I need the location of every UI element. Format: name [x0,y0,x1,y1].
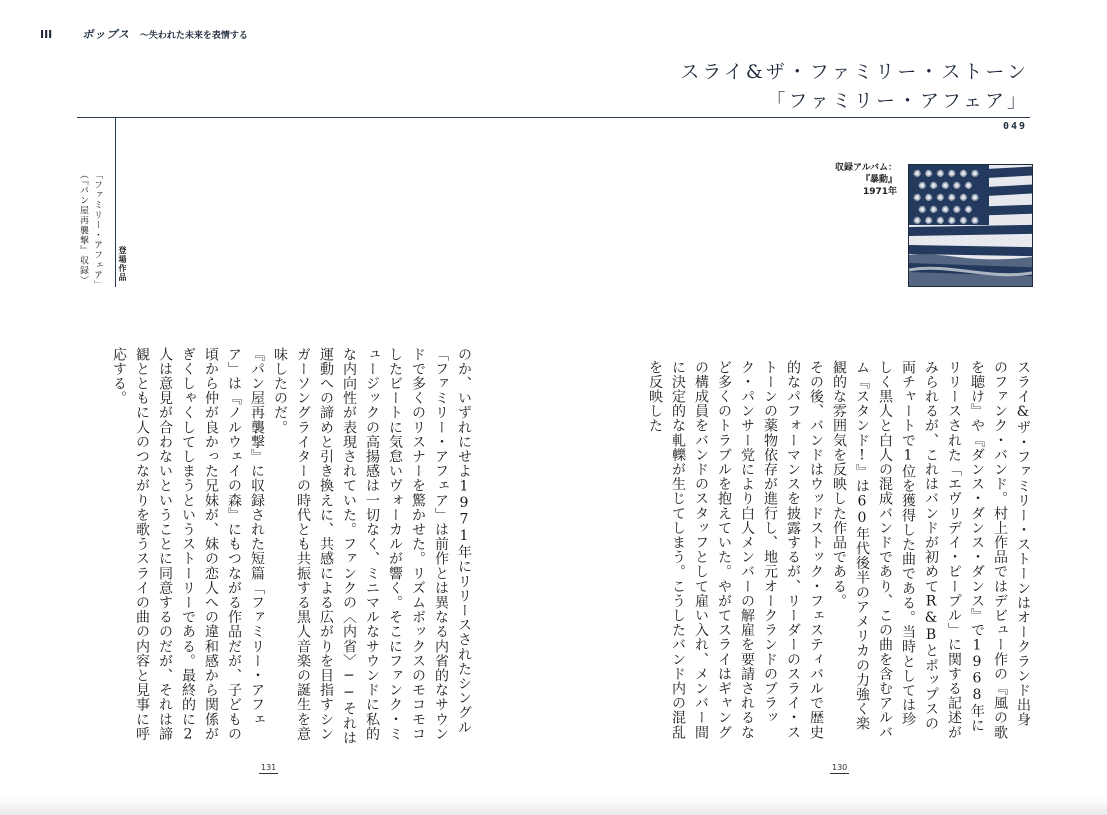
album-name: 『暴動』 [860,175,897,185]
section-subtitle: 〜失われた未来を表情する [139,31,248,41]
body-paragraph: その後、バンドはウッドストック・フェスティバルで歴史的なパフォーマンスを披露するが、リーダーのスライ・ストーンの薬物依存が進行し、地元オークランドのブラック・パンサー党により白人メンバーの解雇を要請されるなど多くのトラブルを抱えていた。やがてスライはギャングの構成員をバンドのスタッフとして雇い入れ、メンバー間に決定的な軋轢が生じてしまう。こうしたバンド内の混乱を反映した [647,360,824,740]
header-rule [77,117,1030,118]
appearance-work-title: 「ファミリー・アフェア」 [92,170,102,290]
appearance-work-source: （『パン屋再襲撃』収録） [78,170,88,286]
album-year: 1971年 [862,187,897,197]
body-paragraph: スライ&ザ・ファミリー・ストーンはオークランド出身のファンク・バンド。村上作品ではデビュー作の『風の歌を聴け』や『ダンス・ダンス・ダンス』で1968年にリリースされた「エヴリデイ・ピープル」に関する記述がみられるが、これはバンドが初めてR&Bとポップスの両チャートで1位を獲得した曲である。当時としては珍しく黒人と白人の混成バンドであり、この曲を含むアルバム『スタンド!』は60年代後半のアメリカの力強く楽観的な雰囲気を反映した作品である。 [831,360,1031,740]
song-title: 「ファミリー・アフェア」 [766,90,1029,112]
page-number-left: 131 [261,763,277,772]
appearance-work [76,170,104,290]
song-heading [680,58,1029,116]
svg-text:✺ ✺ ✺ ✺ ✺: ✺ ✺ ✺ ✺ ✺ [918,181,973,192]
flag-artwork [909,165,1032,286]
album-label: 収録アルバム： [834,163,897,173]
page-edge-shadow [0,797,1107,815]
svg-text:✺ ✺ ✺ ✺ ✺ ✺: ✺ ✺ ✺ ✺ ✺ ✺ [913,193,980,204]
body-text-right [640,360,1034,740]
running-header [40,26,248,42]
appearance-label: 登場作品 [118,246,127,282]
section-number: III [40,28,53,41]
page-number-right: 130 [832,763,848,772]
body-paragraph: 『パン屋再襲撃』に収録された短篇「ファミリー・アフェア」は『ノルウェイの森』にもつながる作品だが、子どもの頃から仲が良かった兄妹が、妹の恋人への違和感から関係がぎくしゃくしてしまうというストーリーである。最終的に2人は意見が合わないということに同意するのだが、それは諦観とともに人のつながりを歌うスライの曲の内容と見事に呼応する。 [111,347,265,744]
svg-text:✺ ✺ ✺ ✺ ✺: ✺ ✺ ✺ ✺ ✺ [918,205,973,216]
artist-name: スライ&ザ・ファミリー・ストーン [680,61,1029,83]
entry-number: 049 [1002,121,1027,132]
section-name: ポップス [82,28,130,41]
body-text-left [70,347,475,747]
album-info [835,162,897,198]
album-cover-image [908,164,1033,287]
body-paragraph: のか、いずれにせよ1971年にリリースされたシングル「ファミリー・アフェア」は前作とは異なる内省的なサウンドで多くのリスナーを驚かせた。リズムボックスのモコモコしたビートに気怠いヴォーカルが響く。そこにファンク・ミュージックの高揚感は一切なく、ミニマルなサウンドに私的な内向性が表現されていた。ファンクの〈内省〉──それは運動への諦めと引き換えに、共感による広がりを目指すシンガーソングライターの時代とも共振する黒人音楽の誕生を意味したのだ。 [272,347,472,746]
sidebar-rule [115,117,116,287]
svg-text:✺ ✺ ✺ ✺ ✺ ✺: ✺ ✺ ✺ ✺ ✺ ✺ [913,169,980,180]
svg-text:✺ ✺ ✺ ✺ ✺ ✺: ✺ ✺ ✺ ✺ ✺ ✺ [913,216,980,227]
